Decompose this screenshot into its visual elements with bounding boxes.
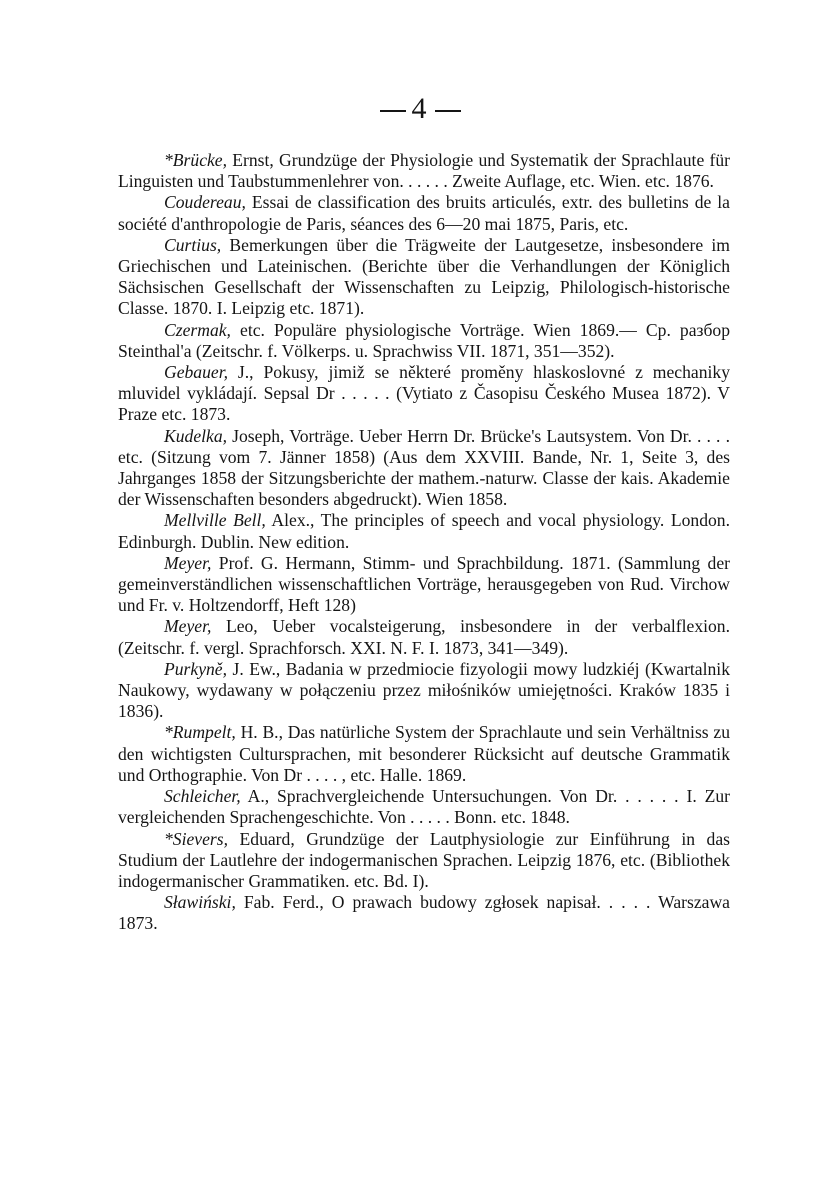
entry-text: J. Ew., Badania w przedmiocie fizyologii mowy ludzkiéj (Kwartalnik Naukowy, wydawany w połączeniu przez miłośników umiejętności. Kraków 1835 i 1836). [118, 658, 730, 722]
entry-author: Gebauer, [164, 362, 229, 383]
entry-author: Sławiński, [164, 892, 236, 913]
entry-author: *Rumpelt, [164, 722, 236, 743]
entry-author: Mellville Bell, [164, 510, 266, 531]
bibliography-entry-purkyne [118, 659, 730, 723]
entry-author: Schleicher, [164, 786, 241, 807]
entry-author: *Brücke, [164, 150, 228, 170]
entry-author: Purkyně, [164, 658, 228, 679]
entry-text: Ernst, Grundzüge der Physiologie und Systematik der Sprachlaute für Linguisten und Taubstummenlehrer von. . . . . . Zweite Auflage, etc. Wien. etc. 1876. [118, 150, 730, 192]
entry-text: Joseph, Vorträge. Ueber Herrn Dr. Brücke's Lautsystem. Von Dr. . . . . etc. (Sitzung vom 7. Jänner 1858) (Aus dem XXVIII. Bande, Nr. 1, Seite 3, des Jahrganges 1858 der Sitzungsberichte der mathem.-naturw. Classe der kais. Akademie der Wissenschaften besonders abgedruckt). Wien 1858. [118, 425, 730, 510]
bibliography-entry-rumpelt [118, 722, 730, 786]
entry-text: etc. Populäre physiologische Vorträge. Wien 1869.— Cp. разбор Steinthal'a (Zeitschr. f. Völkerps. u. Sprachwiss VII. 1871, 351—352). [118, 319, 730, 361]
entry-text: A., Sprachvergleichende Untersuchungen. Von Dr. . . . . . I. Zur vergleichenden Sprachengeschichte. Von . . . . . Bonn. etc. 1848. [118, 786, 730, 828]
bibliography-list [118, 150, 730, 935]
page-number: 4 [411, 92, 429, 125]
bibliography-entry-mellville-bell [118, 510, 730, 552]
bibliography-entry-brucke [118, 150, 730, 192]
entry-author: Curtius, [164, 234, 222, 255]
entry-author: Czermak, [164, 319, 231, 340]
bibliography-entry-meyer-leo [118, 616, 730, 658]
bibliography-entry-schleicher [118, 786, 730, 828]
bibliography-entry-coudereau [118, 192, 730, 234]
bibliography-entry-meyer-hermann [118, 553, 730, 617]
entry-text: H. B., Das natürliche System der Sprachlaute und sein Verhältniss zu den wichtigsten Cultursprachen, mit besonderer Rücksicht auf deutsche Grammatik und Orthographie. Von Dr . . . . , etc. Halle. 1869. [118, 722, 730, 785]
entry-text: Fab. Ferd., O prawach budowy zgłosek napisał. . . . . Warszawa 1873. [118, 892, 730, 934]
bibliography-entry-kudelka [118, 426, 730, 511]
entry-author: Coudereau, [164, 192, 246, 213]
bibliography-entry-slawinski [118, 892, 730, 934]
entry-author: Kudelka, [164, 425, 228, 446]
bibliography-entry-czermak [118, 320, 730, 362]
entry-text: Leo, Ueber vocalsteigerung, insbesondere in der verbalflexion. (Zeitschr. f. vergl. Sprachforsch. XXI. N. F. I. 1873, 341—349). [118, 616, 730, 658]
entry-text: J., Pokusy, jimiž se některé proměny hlaskoslovné z mechaniky mluvidel vykládají. Sepsal Dr . . . . . (Vytiato z Časopisu Českého Musea 1872). V Praze etc. 1873. [118, 362, 730, 425]
entry-text: Prof. G. Hermann, Stimm- und Sprachbildung. 1871. (Sammlung der gemeinverständlichen wissenschaftlichen Vorträge, herausgegeben von Rud. Virchow und Fr. v. Holtzendorff, Heft 128) [118, 552, 730, 616]
page-number-header [0, 92, 840, 126]
entry-author: Meyer, [164, 552, 212, 573]
entry-author: *Sievers, [164, 828, 229, 849]
entry-text: Bemerkungen über die Trägweite der Lautgesetze, insbesondere im Griechischen und Lateinischen. (Berichte über die Verhandlungen der Königlich Sächsischen Gesellschaft der Wissenschaften zu Leipzig, Philologisch-historische Classe. 1870. I. Leipzig etc. 1871). [118, 234, 730, 319]
bibliography-entry-gebauer [118, 362, 730, 426]
bibliography-entry-curtius [118, 235, 730, 320]
entry-text: Eduard, Grundzüge der Lautphysiologie zur Einführung in das Studium der Lautlehre der indogermanischen Sprachen. Leipzig 1876, etc. (Bibliothek indogermanischer Grammatiken. etc. Bd. I). [118, 828, 730, 891]
entry-text: Essai de classification des bruits articulés, extr. des bulletins de la société d'anthropologie de Paris, séances des 6—20 mai 1875, Paris, etc. [118, 192, 730, 234]
entry-text: Alex., The principles of speech and vocal physiology. London. Edinburgh. Dublin. New edition. [118, 510, 730, 552]
entry-author: Meyer, [164, 616, 212, 637]
page-number-dash-left [380, 110, 406, 112]
page-number-dash-right [435, 110, 461, 112]
bibliography-entry-sievers [118, 829, 730, 893]
